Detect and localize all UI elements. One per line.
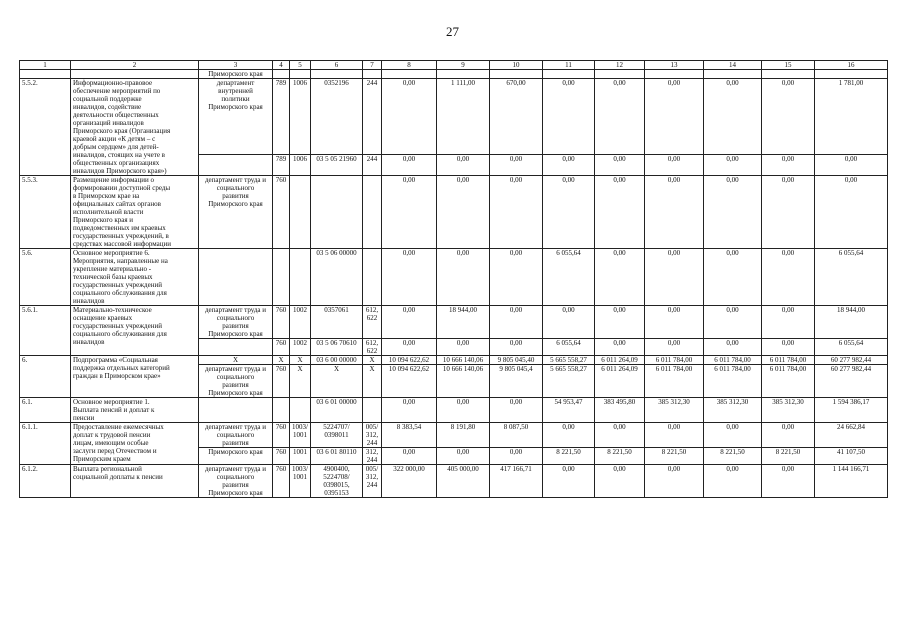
- amount-cell: 1 781,00: [815, 79, 888, 155]
- amount-cell: 0,00: [543, 306, 595, 339]
- executor-cell: департамент труда и социального развития Приморского края: [199, 176, 273, 249]
- amount-cell: 0,00: [543, 155, 595, 176]
- amount-cell: 10 094 622,62: [382, 365, 437, 398]
- column-header: 2: [71, 61, 199, 70]
- executor-cell: [199, 249, 273, 306]
- amount-cell: 0,00: [437, 398, 490, 423]
- amount-cell: 0,00: [543, 423, 595, 448]
- amount-cell: 0,00: [595, 155, 645, 176]
- amount-cell: 60 277 982,44: [815, 356, 888, 365]
- measure-name: Информационно-правовое обеспечение мероприятий по социальной поддержке инвалидов, содействие деятельности общественных организаций инвалидов Приморского края (Организация краевой акции «К детям – с добрым сердцем» для детей- инвалидов, стоящих на учете в общественных организациях инвалидов Приморского края»): [71, 79, 199, 176]
- amount-cell: 6 011 264,09: [595, 356, 645, 365]
- target-article-code: 4900400, 5224708/ 0398015, 0395153: [311, 465, 363, 498]
- section-code: 1003/ 1001: [290, 465, 311, 498]
- amount-cell: 0,00: [645, 249, 704, 306]
- amount-cell: 0,00: [645, 306, 704, 339]
- amount-cell: 6 055,64: [543, 249, 595, 306]
- amount-cell: 0,00: [762, 249, 815, 306]
- table-row: [20, 423, 888, 448]
- amount-cell: 18 944,00: [815, 306, 888, 339]
- column-header: 12: [595, 61, 645, 70]
- amount-cell: 6 011 784,00: [645, 356, 704, 365]
- amount-cell: 8 191,80: [437, 423, 490, 448]
- amount-cell: 0,00: [382, 398, 437, 423]
- column-header: 11: [543, 61, 595, 70]
- table-row: [20, 249, 888, 306]
- column-header: 4: [273, 61, 290, 70]
- amount-cell: 0,00: [382, 176, 437, 249]
- section-code: X: [290, 365, 311, 398]
- table-row: [20, 176, 888, 249]
- expense-type-code: [363, 249, 382, 306]
- section-code: 1001: [290, 448, 311, 465]
- amount-cell: 8 221,50: [762, 448, 815, 465]
- column-header: 14: [704, 61, 762, 70]
- measure-name: Размещение информации о формировании доступной среды в Приморском крае на официальных сайтах органов исполнительной власти Приморского края и подведомственных им краевых государственных учреждений, в средствах массовой информации: [71, 176, 199, 249]
- amount-cell: 0,00: [762, 306, 815, 339]
- target-article-code: 5224707/ 0398011: [311, 423, 363, 448]
- amount-cell: 0,00: [490, 339, 543, 356]
- column-header: 3: [199, 61, 273, 70]
- amount-cell: 0,00: [490, 155, 543, 176]
- amount-cell: 10 666 140,06: [437, 365, 490, 398]
- amount-cell: 0,00: [437, 339, 490, 356]
- amount-cell: 0,00: [704, 249, 762, 306]
- grbs-code: [273, 249, 290, 306]
- column-header: 13: [645, 61, 704, 70]
- row-number: 5.5.3.: [20, 176, 71, 249]
- amount-cell: 8 087,50: [490, 423, 543, 448]
- row-number: 5.6.1.: [20, 306, 71, 356]
- section-code: 1006: [290, 155, 311, 176]
- target-article-code: 0352196: [311, 79, 363, 155]
- amount-cell: 5 665 558,27: [543, 365, 595, 398]
- amount-cell: 0,00: [490, 398, 543, 423]
- amount-cell: 670,00: [490, 79, 543, 155]
- amount-cell: 0,00: [704, 423, 762, 448]
- amount-cell: 0,00: [762, 155, 815, 176]
- executor-cell: департамент труда и социального развития: [199, 423, 273, 448]
- grbs-code: 789: [273, 155, 290, 176]
- expense-type-code: 612, 622: [363, 339, 382, 356]
- budget-table: [19, 60, 888, 498]
- amount-cell: 0,00: [490, 306, 543, 339]
- executor-cell: [199, 339, 273, 356]
- amount-cell: 9 805 045,40: [490, 356, 543, 365]
- amount-cell: 0,00: [645, 176, 704, 249]
- column-header: 5: [290, 61, 311, 70]
- column-header: 10: [490, 61, 543, 70]
- row-number: 6.: [20, 356, 71, 398]
- amount-cell: 0,00: [704, 465, 762, 498]
- column-header: 9: [437, 61, 490, 70]
- section-code: [290, 398, 311, 423]
- expense-type-code: X: [363, 356, 382, 365]
- expense-type-code: 244: [363, 155, 382, 176]
- section-code: X: [290, 356, 311, 365]
- target-article-code: 03 5 05 21960: [311, 155, 363, 176]
- amount-cell: 0,00: [762, 423, 815, 448]
- amount-cell: 6 011 784,00: [762, 365, 815, 398]
- expense-type-code: 312, 244: [363, 448, 382, 465]
- amount-cell: 0,00: [490, 249, 543, 306]
- amount-cell: 1 594 386,17: [815, 398, 888, 423]
- grbs-code: 789: [273, 79, 290, 155]
- amount-cell: 8 221,50: [704, 448, 762, 465]
- executor-cell: X: [199, 356, 273, 365]
- amount-cell: 0,00: [595, 79, 645, 155]
- row-number: 6.1.2.: [20, 465, 71, 498]
- column-header: 1: [20, 61, 71, 70]
- executor-cell: Приморского края: [199, 448, 273, 465]
- amount-cell: 0,00: [543, 465, 595, 498]
- amount-cell: 0,00: [704, 339, 762, 356]
- amount-cell: 0,00: [595, 306, 645, 339]
- amount-cell: 0,00: [704, 306, 762, 339]
- amount-cell: 6 011 264,09: [595, 365, 645, 398]
- amount-cell: 6 011 784,00: [704, 365, 762, 398]
- amount-cell: 0,00: [645, 339, 704, 356]
- grbs-code: 760: [273, 306, 290, 339]
- amount-cell: 9 805 045,4: [490, 365, 543, 398]
- amount-cell: 0,00: [704, 155, 762, 176]
- table-row: [20, 465, 888, 498]
- header-row: [20, 61, 888, 70]
- measure-name: Выплата региональной социальной доплаты к пенсии: [71, 465, 199, 498]
- amount-cell: 0,00: [762, 465, 815, 498]
- amount-cell: 1 144 166,71: [815, 465, 888, 498]
- amount-cell: 1 111,00: [437, 79, 490, 155]
- amount-cell: 0,00: [490, 176, 543, 249]
- amount-cell: 0,00: [382, 249, 437, 306]
- target-article-code: 0357061: [311, 306, 363, 339]
- amount-cell: 0,00: [815, 176, 888, 249]
- executor-cell: [199, 155, 273, 176]
- amount-cell: 0,00: [595, 249, 645, 306]
- grbs-code: 760: [273, 339, 290, 356]
- amount-cell: 6 055,64: [815, 339, 888, 356]
- amount-cell: 0,00: [382, 79, 437, 155]
- column-header: 8: [382, 61, 437, 70]
- amount-cell: 0,00: [490, 448, 543, 465]
- expense-type-code: 005/ 312, 244: [363, 423, 382, 448]
- column-header: 15: [762, 61, 815, 70]
- executor-cell: департамент труда и социального развития Приморского края: [199, 365, 273, 398]
- target-article-code: [311, 176, 363, 249]
- amount-cell: 0,00: [815, 155, 888, 176]
- amount-cell: 0,00: [437, 155, 490, 176]
- amount-cell: 8 221,50: [595, 448, 645, 465]
- amount-cell: 0,00: [382, 339, 437, 356]
- section-code: [290, 176, 311, 249]
- executor-cell: департамент внутренней политики Приморского края: [199, 79, 273, 155]
- section-code: 1002: [290, 339, 311, 356]
- amount-cell: 18 944,00: [437, 306, 490, 339]
- amount-cell: 0,00: [595, 423, 645, 448]
- row-number: 5.5.2.: [20, 79, 71, 176]
- amount-cell: 0,00: [762, 339, 815, 356]
- grbs-code: 760: [273, 465, 290, 498]
- amount-cell: 385 312,30: [645, 398, 704, 423]
- amount-cell: 8 383,54: [382, 423, 437, 448]
- grbs-code: 760: [273, 176, 290, 249]
- amount-cell: 10 094 622,62: [382, 356, 437, 365]
- grbs-code: 760: [273, 448, 290, 465]
- executor-cell: департамент труда и социального развития Приморского края: [199, 306, 273, 339]
- grbs-code: 760: [273, 423, 290, 448]
- amount-cell: 0,00: [762, 176, 815, 249]
- continuation-row: [20, 70, 888, 79]
- grbs-code: [273, 398, 290, 423]
- amount-cell: 0,00: [437, 448, 490, 465]
- amount-cell: 0,00: [382, 306, 437, 339]
- target-article-code: 03 5 06 70610: [311, 339, 363, 356]
- amount-cell: 0,00: [645, 155, 704, 176]
- amount-cell: 0,00: [762, 79, 815, 155]
- amount-cell: 405 000,00: [437, 465, 490, 498]
- column-header: 16: [815, 61, 888, 70]
- amount-cell: 60 277 982,44: [815, 365, 888, 398]
- table-row: [20, 356, 888, 365]
- amount-cell: 383 495,80: [595, 398, 645, 423]
- target-article-code: 03 6 01 00000: [311, 398, 363, 423]
- amount-cell: 0,00: [595, 339, 645, 356]
- amount-cell: 0,00: [543, 176, 595, 249]
- measure-name: Основное мероприятие 6. Мероприятия, направленные на укрепление материально - технической базы краевых государственных учреждений социального обслуживания для инвалидов: [71, 249, 199, 306]
- amount-cell: 0,00: [437, 176, 490, 249]
- section-code: [290, 249, 311, 306]
- amount-cell: 322 000,00: [382, 465, 437, 498]
- amount-cell: 0,00: [382, 448, 437, 465]
- expense-type-code: X: [363, 365, 382, 398]
- amount-cell: 385 312,30: [762, 398, 815, 423]
- table-row: [20, 79, 888, 155]
- amount-cell: 24 662,84: [815, 423, 888, 448]
- page-number: 27: [446, 24, 459, 39]
- amount-cell: 54 953,47: [543, 398, 595, 423]
- amount-cell: 385 312,30: [704, 398, 762, 423]
- amount-cell: 0,00: [595, 465, 645, 498]
- target-article-code: X: [311, 365, 363, 398]
- executor-cell: [199, 398, 273, 423]
- amount-cell: 0,00: [645, 465, 704, 498]
- row-number: 6.1.1.: [20, 423, 71, 465]
- executor-cell: департамент труда и социального развития Приморского края: [199, 465, 273, 498]
- amount-cell: 0,00: [645, 423, 704, 448]
- section-code: 1003/ 1001: [290, 423, 311, 448]
- amount-cell: 0,00: [543, 79, 595, 155]
- column-header: 6: [311, 61, 363, 70]
- amount-cell: 10 666 140,06: [437, 356, 490, 365]
- expense-type-code: 612, 622: [363, 306, 382, 339]
- amount-cell: 6 011 784,00: [645, 365, 704, 398]
- amount-cell: 0,00: [382, 155, 437, 176]
- amount-cell: 6 011 784,00: [704, 356, 762, 365]
- target-article-code: 03 6 00 00000: [311, 356, 363, 365]
- amount-cell: 0,00: [704, 79, 762, 155]
- grbs-code: X: [273, 356, 290, 365]
- measure-name: Предоставление ежемесячных доплат к трудовой пенсии лицам, имеющим особые заслуги перед Отечеством и Приморским краем: [71, 423, 199, 465]
- grbs-code: 760: [273, 365, 290, 398]
- section-code: 1002: [290, 306, 311, 339]
- expense-type-code: [363, 398, 382, 423]
- amount-cell: 0,00: [437, 249, 490, 306]
- row-number: 6.1.: [20, 398, 71, 423]
- amount-cell: 0,00: [645, 79, 704, 155]
- measure-name: Подпрограмма «Социальная поддержка отдельных категорий граждан в Приморском крае»: [71, 356, 199, 398]
- amount-cell: 0,00: [595, 176, 645, 249]
- target-article-code: 03 5 06 00000: [311, 249, 363, 306]
- column-header: 7: [363, 61, 382, 70]
- measure-name: Основное мероприятие 1. Выплата пенсий и доплат к пенсии: [71, 398, 199, 423]
- amount-cell: 417 166,71: [490, 465, 543, 498]
- amount-cell: 41 107,50: [815, 448, 888, 465]
- amount-cell: 6 055,64: [543, 339, 595, 356]
- table-row: [20, 306, 888, 339]
- expense-type-code: [363, 176, 382, 249]
- target-article-code: 03 6 01 80110: [311, 448, 363, 465]
- amount-cell: 6 011 784,00: [762, 356, 815, 365]
- table-row: [20, 398, 888, 423]
- expense-type-code: 244: [363, 79, 382, 155]
- amount-cell: 8 221,50: [645, 448, 704, 465]
- amount-cell: 0,00: [704, 176, 762, 249]
- amount-cell: 6 055,64: [815, 249, 888, 306]
- table-body: [20, 70, 888, 498]
- amount-cell: 5 665 558,27: [543, 356, 595, 365]
- amount-cell: 8 221,50: [543, 448, 595, 465]
- row-number: 5.6.: [20, 249, 71, 306]
- continuation-cell: Приморского края: [199, 70, 273, 79]
- measure-name: Материально-техническое оснащение краевых государственных учреждений социального обслуживания для инвалидов: [71, 306, 199, 356]
- expense-type-code: 005/ 312, 244: [363, 465, 382, 498]
- section-code: 1006: [290, 79, 311, 155]
